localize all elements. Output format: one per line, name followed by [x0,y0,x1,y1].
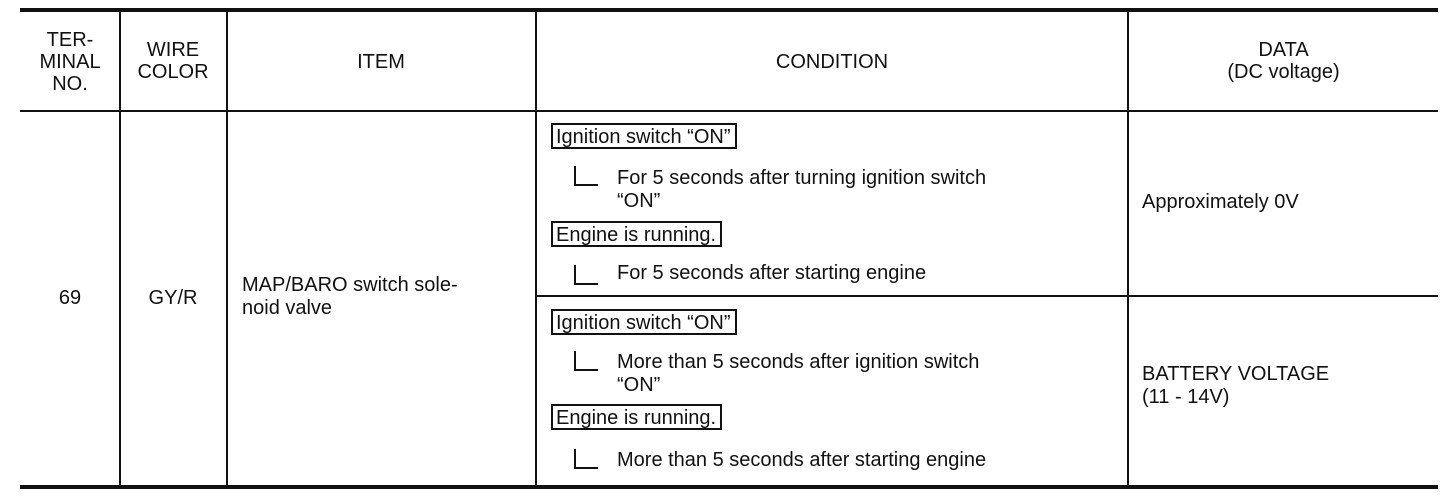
condition-ignition-on-box: Ignition switch “ON” [551,309,737,335]
header-wire-color: WIRE COLOR [137,39,209,83]
column-divider-3 [535,10,537,487]
wire-color-value: GY/R [148,287,198,309]
item-description: MAP/BARO switch sole- noid valve [242,274,458,319]
header-item: ITEM [357,51,405,73]
condition-detail-text: More than 5 seconds after starting engine [617,449,987,471]
table-bottom-rule [20,485,1438,489]
condition-engine-running-box: Engine is running. [551,221,722,247]
terminal-number: 69 [58,287,82,309]
header-terminal-no: TER- MINAL NO. [39,29,101,95]
header-data-dc-voltage: DATA (DC voltage) [1227,39,1340,83]
table-top-rule [20,8,1438,12]
condition-branch-connector [574,166,598,186]
data-value: Approximately 0V [1142,191,1299,213]
condition-detail-text: For 5 seconds after starting engine [617,262,927,284]
condition-detail-text: More than 5 seconds after ignition switch “ON” [617,351,980,396]
condition-branch-connector [574,265,598,285]
condition-branch-connector [574,351,598,371]
condition-branch-connector [574,449,598,469]
data-value: BATTERY VOLTAGE (11 - 14V) [1142,363,1330,408]
header-bottom-rule [20,110,1438,112]
condition-ignition-on-box: Ignition switch “ON” [551,123,737,149]
condition-divider-rule [536,295,1438,297]
condition-detail-text: For 5 seconds after turning ignition switch “ON” [617,167,987,212]
header-condition: CONDITION [775,51,889,73]
condition-engine-running-box: Engine is running. [551,404,722,430]
column-divider-2 [226,10,228,487]
